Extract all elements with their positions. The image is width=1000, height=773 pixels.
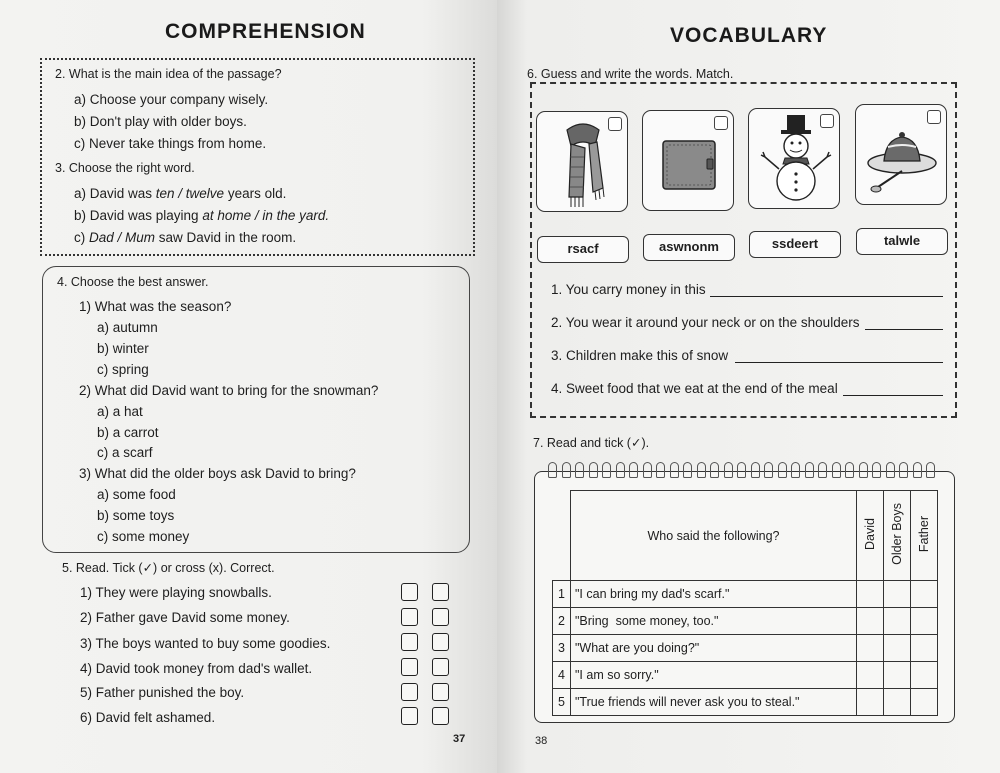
q4-sub2-a: a) a hat — [97, 404, 143, 419]
row-quote: "I am so sorry." — [571, 662, 857, 689]
tick-cell-david[interactable] — [857, 581, 884, 608]
q4-sub1-b: b) winter — [97, 341, 149, 356]
who-said-table — [552, 490, 938, 716]
wallet-card[interactable] — [642, 110, 734, 211]
scrambled-word-2[interactable]: aswnonm — [643, 234, 735, 261]
tick-box-3[interactable] — [401, 633, 418, 651]
column-david: David — [857, 491, 884, 581]
q5-prompt: 5. Read. Tick (✓) or cross (x). Correct. — [62, 561, 275, 575]
tick-box-6[interactable] — [401, 707, 418, 725]
left-page — [0, 0, 497, 773]
clue-4: 4. Sweet food that we eat at the end of the meal — [551, 381, 838, 396]
tick-cell-father[interactable] — [911, 608, 938, 635]
q4-sub3-c: c) some money — [97, 529, 190, 544]
q2-option-c: c) Never take things from home. — [74, 136, 267, 151]
q4-sub1: 1) What was the season? — [79, 299, 232, 314]
q2-prompt: 2. What is the main idea of the passage? — [55, 67, 282, 81]
row-number: 3 — [553, 635, 571, 662]
tick-box-2[interactable] — [401, 608, 418, 626]
dessert-card[interactable] — [855, 104, 947, 205]
q3-option-a: a) David was ten / twelve years old. — [74, 186, 287, 201]
spiral-ring — [832, 462, 841, 478]
spiral-ring — [926, 462, 935, 478]
spiral-ring — [602, 462, 611, 478]
spiral-ring — [683, 462, 692, 478]
q3-prompt: 3. Choose the right word. — [55, 161, 195, 175]
tick-box-5[interactable] — [401, 683, 418, 701]
q2-q3-box — [40, 58, 475, 256]
q4-sub1-a: a) autumn — [97, 320, 158, 335]
table-row — [553, 689, 938, 716]
tick-cell-older-boys[interactable] — [884, 635, 911, 662]
tick-cell-david[interactable] — [857, 608, 884, 635]
spiral-ring — [562, 462, 571, 478]
q7-prompt: 7. Read and tick (✓). — [533, 436, 650, 450]
wallet-icon — [643, 111, 735, 212]
table-header-question: Who said the following? — [571, 491, 857, 581]
cross-box-4[interactable] — [432, 658, 449, 676]
spiral-ring — [737, 462, 746, 478]
spiral-ring — [548, 462, 557, 478]
scrambled-word-1[interactable]: rsacf — [537, 236, 629, 263]
row-number: 2 — [553, 608, 571, 635]
spiral-ring — [643, 462, 652, 478]
row-number: 5 — [553, 689, 571, 716]
q4-sub2-c: c) a scarf — [97, 445, 153, 460]
answer-line-4[interactable] — [843, 395, 943, 396]
spiral-ring — [805, 462, 814, 478]
tick-cell-older-boys[interactable] — [884, 662, 911, 689]
tick-cell-father[interactable] — [911, 581, 938, 608]
row-quote: "Bring some money, too." — [571, 608, 857, 635]
q4-sub3-a: a) some food — [97, 487, 176, 502]
tick-box-4[interactable] — [401, 658, 418, 676]
q4-prompt: 4. Choose the best answer. — [57, 275, 209, 289]
spiral-ring — [913, 462, 922, 478]
spiral-ring — [629, 462, 638, 478]
clue-1: 1. You carry money in this — [551, 282, 706, 297]
q5-item-3: 3) The boys wanted to buy some goodies. — [80, 636, 331, 651]
q5-item-1: 1) They were playing snowballs. — [80, 585, 272, 600]
q5-item-6: 6) David felt ashamed. — [80, 710, 216, 725]
spiral-ring — [764, 462, 773, 478]
spiral-ring — [778, 462, 787, 478]
spiral-ring — [656, 462, 665, 478]
spiral-ring — [845, 462, 854, 478]
table-row — [553, 662, 938, 689]
q5-item-2: 2) Father gave David some money. — [80, 610, 290, 625]
spiral-ring — [886, 462, 895, 478]
q6-prompt: 6. Guess and write the words. Match. — [527, 67, 734, 81]
tick-cell-father[interactable] — [911, 689, 938, 716]
q5-item-4: 4) David took money from dad's wallet. — [80, 661, 313, 676]
tick-cell-older-boys[interactable] — [884, 581, 911, 608]
cross-box-3[interactable] — [432, 633, 449, 651]
q5-item-5: 5) Father punished the boy. — [80, 685, 245, 700]
spiral-ring — [616, 462, 625, 478]
row-number: 4 — [553, 662, 571, 689]
q4-sub3: 3) What did the older boys ask David to bring? — [79, 466, 356, 481]
cross-box-1[interactable] — [432, 583, 449, 601]
snowman-card[interactable] — [748, 108, 840, 209]
q3-option-c: c) Dad / Mum saw David in the room. — [74, 230, 297, 245]
tick-cell-david[interactable] — [857, 689, 884, 716]
spiral-ring — [575, 462, 584, 478]
q2-option-a: a) Choose your company wisely. — [74, 92, 269, 107]
snowman-icon — [749, 109, 841, 210]
spiral-ring — [724, 462, 733, 478]
page-number-37: 37 — [453, 733, 466, 745]
tick-cell-david[interactable] — [857, 635, 884, 662]
tick-cell-father[interactable] — [911, 635, 938, 662]
comprehension-title: COMPREHENSION — [165, 20, 366, 43]
row-number: 1 — [553, 581, 571, 608]
spiral-ring — [899, 462, 908, 478]
vocabulary-title: VOCABULARY — [670, 24, 828, 47]
answer-line-3[interactable] — [735, 362, 943, 363]
spiral-ring — [859, 462, 868, 478]
scrambled-word-3[interactable]: ssdeert — [749, 231, 841, 258]
column-older-boys: Older Boys — [884, 491, 911, 581]
q2-option-b: b) Don't play with older boys. — [74, 114, 247, 129]
q4-sub2-b: b) a carrot — [97, 425, 159, 440]
clue-3: 3. Children make this of snow — [551, 348, 729, 363]
tick-cell-older-boys[interactable] — [884, 689, 911, 716]
q4-sub3-b: b) some toys — [97, 508, 175, 523]
spiral-ring — [872, 462, 881, 478]
spiral-ring — [589, 462, 598, 478]
tick-box-1[interactable] — [401, 583, 418, 601]
scarf-card[interactable] — [536, 111, 628, 212]
page-number-38: 38 — [535, 735, 548, 747]
clue-2: 2. You wear it around your neck or on the shoulders — [551, 315, 860, 330]
spiral-ring — [751, 462, 760, 478]
answer-line-1[interactable] — [710, 296, 943, 297]
column-father: Father — [911, 491, 938, 581]
q4-sub2: 2) What did David want to bring for the snowman? — [79, 383, 379, 398]
tick-cell-older-boys[interactable] — [884, 608, 911, 635]
table-row — [553, 635, 938, 662]
table-row — [553, 581, 938, 608]
spiral-ring — [697, 462, 706, 478]
spiral-ring — [818, 462, 827, 478]
scarf-icon — [537, 112, 629, 213]
spiral-ring — [710, 462, 719, 478]
scrambled-word-4[interactable]: talwle — [856, 228, 948, 255]
row-quote: "I can bring my dad's scarf." — [571, 581, 857, 608]
spiral-ring — [791, 462, 800, 478]
q3-option-b: b) David was playing at home / in the yard. — [74, 208, 330, 223]
row-quote: "True friends will never ask you to steal." — [571, 689, 857, 716]
dessert-icon — [856, 105, 948, 206]
tick-cell-father[interactable] — [911, 662, 938, 689]
table-row — [553, 608, 938, 635]
cross-box-5[interactable] — [432, 683, 449, 701]
spiral-ring — [670, 462, 679, 478]
cross-box-2[interactable] — [432, 608, 449, 626]
answer-line-2[interactable] — [865, 329, 943, 330]
cross-box-6[interactable] — [432, 707, 449, 725]
row-quote: "What are you doing?" — [571, 635, 857, 662]
tick-cell-david[interactable] — [857, 662, 884, 689]
q4-sub1-c: c) spring — [97, 362, 149, 377]
